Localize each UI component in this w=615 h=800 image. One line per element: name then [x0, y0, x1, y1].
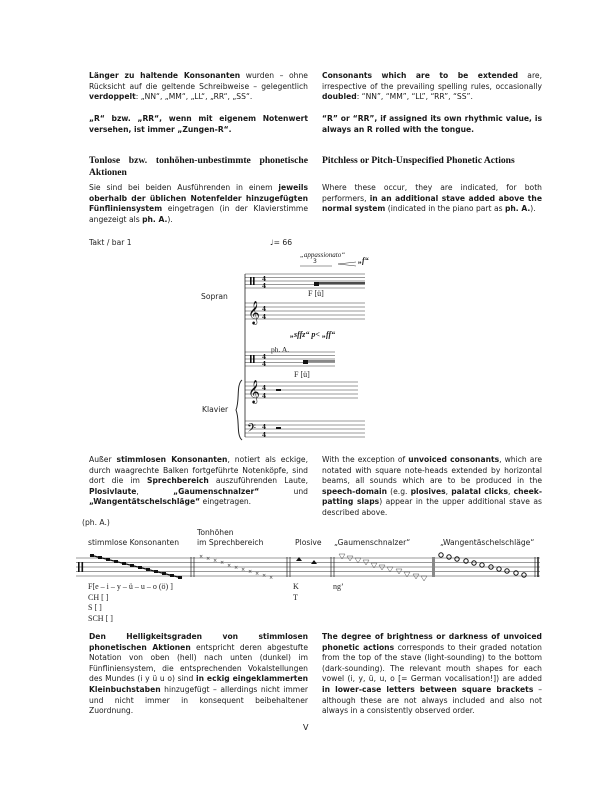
svg-text:×: ×	[213, 558, 218, 564]
right-para-r: “R” or “RR”, if assigned its own rhythmic value, is always an R rolled with the tongue.	[322, 114, 542, 134]
ph-a-example-label: (ph. A.)	[82, 518, 110, 527]
svg-text:×: ×	[227, 563, 232, 569]
category-cheek-slaps: „Wangentäschelschläge“	[440, 538, 535, 547]
right-para-consonants: Consonants which are to be extended are, irrespective of the prevailing spelling rules, occasionally doubled: “NN”, “MM”, “LL”, “RR”, “SS”.	[322, 71, 542, 102]
sopran-label: Sopran	[201, 292, 228, 301]
klavier-label: Klavier	[202, 405, 229, 414]
beam-line	[90, 555, 182, 578]
svg-text:×: ×	[206, 556, 211, 562]
category-speech-pitch: Tonhöhen im Sprechbereich	[197, 528, 264, 547]
svg-text:×: ×	[255, 571, 260, 577]
svg-text:×: ×	[262, 573, 267, 579]
left-para-brightness: Den Helligkeitsgraden von stimmlosen phonetischen Aktionen entspricht deren abgestufte Notation von oben (hell) nach unten (dunkel) im Fünfliniensystem, die entsprechenden Vokalstellungen des Mundes (i y ü u o) sind in eckig eingeklammerten Kleinbuchstaben hinzugefügt – allerdings nicht immer und nicht immer in konsequent beibehaltener Zuordnung.	[89, 632, 308, 716]
bass-clef-icon: 𝄢	[247, 422, 257, 438]
right-para-speech-domain: With the exception of unvoiced consonants, which are notated with square note-heads extended by horizontal beams, all sounds which are to be produced in the speech-domain (e.g. plosives, palatal clicks, cheek-patting slaps) appear in the upper additional stave as described above.	[322, 455, 542, 517]
plosive-triangle-1	[296, 557, 302, 561]
right-heading: Pitchless or Pitch-Unspecified Phonetic Actions	[322, 155, 515, 166]
click-annotation: ng’	[333, 582, 344, 591]
svg-text:×: ×	[241, 567, 246, 573]
vowel-annotations: F[e – i – y – ü – u – o (ö) ] CH [ ] S [ ] SCH [ ]	[88, 582, 173, 623]
svg-text:4: 4	[262, 361, 267, 368]
left-para-consonants: Länger zu haltende Konsonanten wurden – ohne Rücksicht auf die geltende Schreibweise – gelegentlich verdoppelt: „NN“, „MM“, „LL“, „RR“, „SS“.	[89, 71, 308, 102]
right-para-stave: Where these occur, they are indicated, for both performers, in an additional stave added above the normal system (indicated in the piano part as ph. A.).	[322, 183, 542, 214]
triplet-number: 3	[313, 258, 317, 265]
svg-text:×: ×	[269, 575, 274, 581]
left-para-stave: Sie sind bei beiden Ausführenden in einem jeweils oberhalb der üblichen Notenfelder hinzugefügten Fünfliniensystem eingetragen (in der Klavierstimme angezeigt als ph. A.).	[89, 183, 308, 224]
svg-text:4: 4	[262, 314, 267, 321]
plosive-annotations: K T	[293, 582, 299, 602]
category-plosives: Plosive	[295, 538, 322, 547]
svg-text:4: 4	[262, 393, 267, 400]
svg-text:4: 4	[262, 354, 267, 361]
svg-text:4: 4	[262, 424, 267, 431]
svg-text:×: ×	[248, 569, 253, 575]
dynamic-f: „f“	[358, 256, 369, 265]
example-stave	[76, 558, 540, 576]
neutral-clef	[78, 562, 80, 572]
ph-a-label: ph. A.	[271, 345, 290, 354]
dynamics-line-2: „sffz“ p< „ff“	[290, 330, 336, 339]
treble-clef-icon: 𝄞	[248, 300, 260, 324]
svg-text:4: 4	[262, 385, 267, 392]
svg-text:4: 4	[262, 306, 267, 313]
svg-text:4: 4	[262, 283, 267, 290]
bar-label: Takt / bar 1	[89, 238, 132, 247]
cheek-slap-notes	[439, 553, 526, 577]
svg-text:×: ×	[234, 565, 239, 571]
right-para-brightness: The degree of brightness or darkness of unvoiced phonetic actions corresponds to their graded notation from the top of the stave (light-sounding) to the bottom (dark-sounding). The relevant mouth shapes for each vowel (i, y, ü, u, o [= German vocalisation!]) are added in lower-case letters between square brackets – although these are not always included and also not always in a consistently observed order.	[322, 632, 542, 716]
page-number: V	[303, 723, 309, 732]
svg-text:×: ×	[220, 560, 225, 566]
category-unvoiced-consonants: stimmlose Konsonanten	[88, 538, 180, 547]
svg-text:4: 4	[262, 432, 267, 439]
thick-barline	[432, 557, 435, 577]
left-para-speech-domain: Außer stimmlosen Konsonanten, notiert als eckige, durch waagrechte Balken fortgeführte Notenköpfe, sind dort die im Sprechbereich auszuführenden Laute, Plosivlaute, „Gaumenschnalzer“ und „Wangentätschelschläge“ eingetragen.	[89, 455, 309, 507]
svg-text:4: 4	[262, 276, 267, 283]
left-para-r: „R“ bzw. „RR“, wenn mit eigenem Notenwert versehen, ist immer „Zungen-R“.	[89, 114, 308, 134]
appassionato-marking: „appassionato“	[300, 251, 346, 259]
quarter-note-icon: ♩	[270, 238, 274, 247]
left-heading: Tonlose bzw. tonhöhen-unbestimmte phonetische Aktionen	[89, 155, 308, 178]
tempo-marking: ♩= 66	[270, 238, 293, 247]
plosive-triangle-2	[311, 560, 317, 564]
treble-clef-icon-2: 𝄞	[248, 379, 260, 403]
phonetic-f-u-1: F [ü]	[308, 289, 324, 298]
category-palatal-clicks: „Gaumenschnalzer“	[334, 538, 411, 547]
svg-text:×: ×	[199, 554, 204, 560]
phonetic-f-u-2: F [ü]	[294, 370, 310, 379]
